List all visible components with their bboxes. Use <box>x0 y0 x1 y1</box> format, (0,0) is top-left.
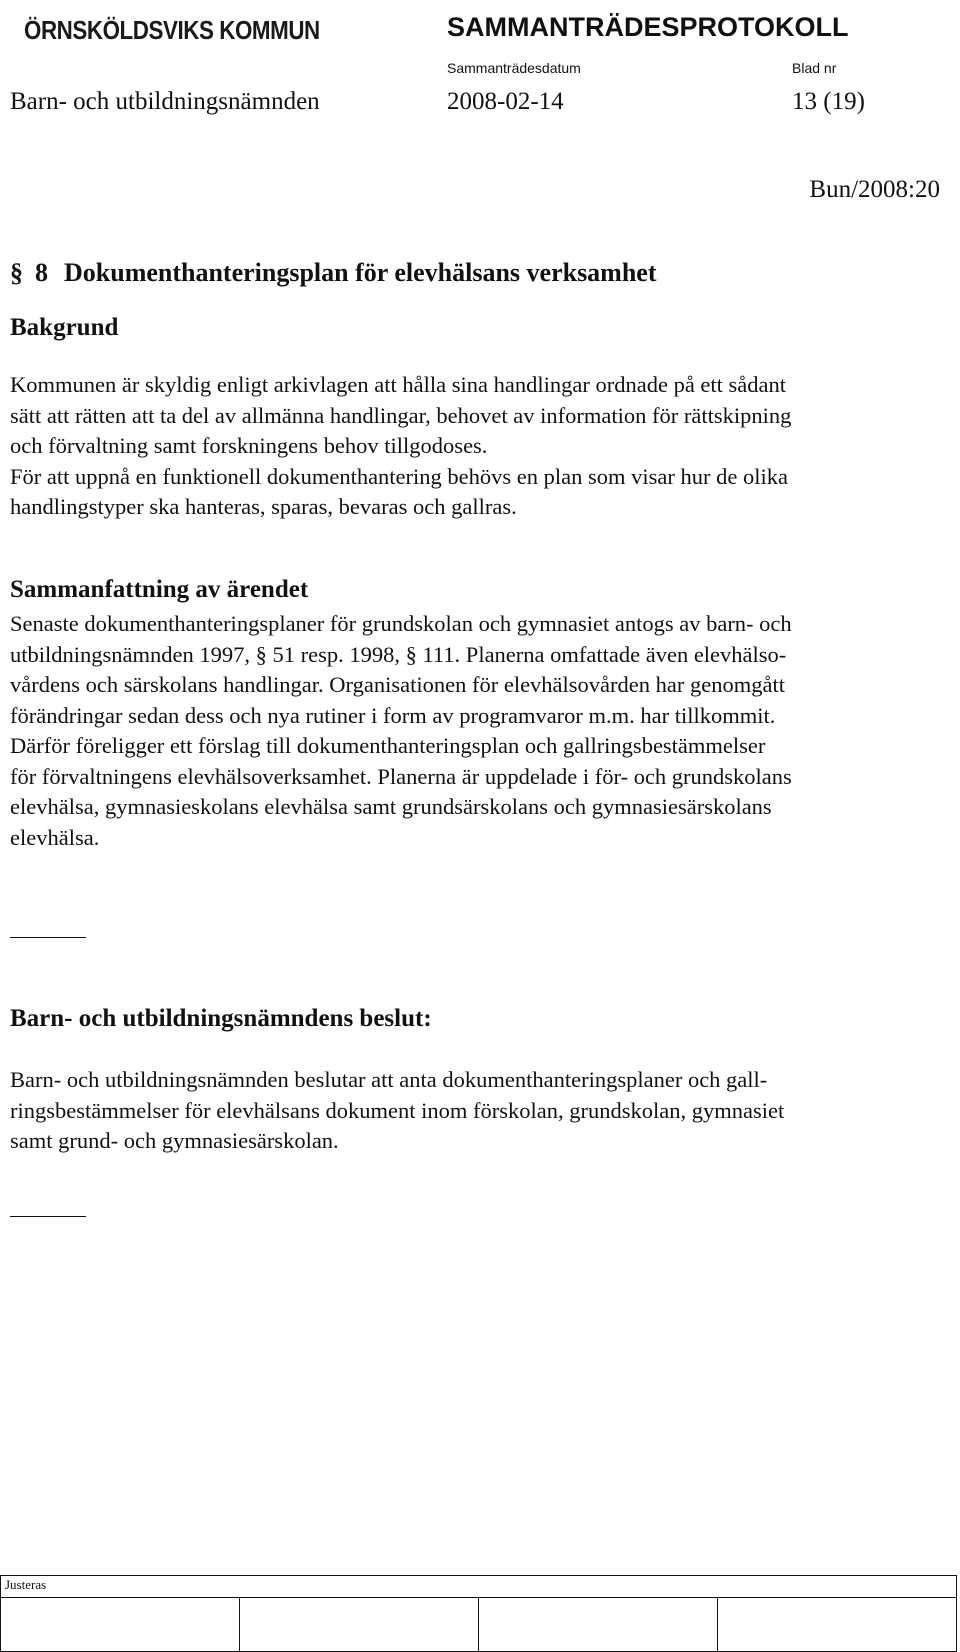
municipality-name: ÖRNSKÖLDSVIKS KOMMUN <box>24 14 320 45</box>
municipality-logo <box>18 8 318 52</box>
background-paragraph <box>10 370 910 523</box>
background-line: och förvaltning samt forskningens behov tillgodoses. <box>10 433 488 458</box>
background-line: sätt att rätten att ta del av allmänna handlingar, behovet av information för rättskipning <box>10 402 792 428</box>
summary-line: utbildningsnämnden 1997, § 51 resp. 1998, § 111. Planerna omfattade även elevhälso- <box>10 641 787 667</box>
summary-line: Därför föreligger ett förslag till dokumenthanteringsplan och gallringsbestämmelser <box>10 733 766 758</box>
summary-heading: Sammanfattning av ärendet <box>10 576 309 603</box>
background-heading: Bakgrund <box>10 314 119 341</box>
signature-cell <box>240 1598 479 1652</box>
decision-line: Barn- och utbildningsnämnden beslutar att anta dokumenthanteringsplaner och gall- <box>10 1067 768 1092</box>
signature-cell <box>479 1598 718 1652</box>
decision-line: ringsbestämmelser för elevhälsans dokument inom förskolan, grundskolan, gymnasiet <box>10 1097 785 1123</box>
decision-line: samt grund- och gymnasiesärskolan. <box>10 1128 339 1153</box>
summary-line: för förvaltningens elevhälsoverksamhet. Planerna är uppdelade i för- och grundskolans <box>10 763 792 789</box>
document-reference: Bun/2008:20 <box>809 176 940 203</box>
section-sign: § <box>10 258 23 287</box>
signature-cell <box>718 1598 957 1652</box>
justeras-cell <box>1 1576 957 1598</box>
section-heading <box>10 258 657 288</box>
separator-line <box>10 1216 86 1217</box>
signature-table <box>0 1575 957 1652</box>
summary-paragraph <box>10 609 910 853</box>
protocol-title: SAMMANTRÄDESPROTOKOLL <box>447 12 849 42</box>
decision-paragraph <box>10 1065 910 1157</box>
separator-line <box>10 937 86 938</box>
page-number-label: Blad nr <box>792 60 837 76</box>
signature-cell <box>1 1598 240 1652</box>
background-line: handlingstyper ska hanteras, sparas, bevaras och gallras. <box>10 494 517 519</box>
summary-line: elevhälsa, gymnasieskolans elevhälsa samt grundsärskolans och gymnasiesärskolans <box>10 794 772 819</box>
committee-name: Barn- och utbildningsnämnden <box>10 88 320 115</box>
summary-line: Senaste dokumenthanteringsplaner för grundskolan och gymnasiet antogs av barn- och <box>10 611 792 636</box>
meeting-date: 2008-02-14 <box>447 88 564 115</box>
summary-line: vårdens och särskolans handlingar. Organisationen för elevhälsovården har genomgått <box>10 672 785 697</box>
section-number: 8 <box>35 258 48 287</box>
decision-heading: Barn- och utbildningsnämndens beslut: <box>10 1005 432 1032</box>
summary-line: elevhälsa. <box>10 824 100 850</box>
section-title: Dokumenthanteringsplan för elevhälsans verksamhet <box>64 258 657 287</box>
background-line: Kommunen är skyldig enligt arkivlagen att hålla sina handlingar ordnade på ett sådant <box>10 372 787 397</box>
summary-line: förändringar sedan dess och nya rutiner i form av programvaror m.m. har tillkommit. <box>10 702 776 728</box>
page-number: 13 (19) <box>792 88 865 115</box>
background-line: För att uppnå en funktionell dokumenthantering behövs en plan som visar hur de olika <box>10 463 788 489</box>
meeting-date-label: Sammanträdesdatum <box>447 60 581 76</box>
justeras-label: Justeras <box>5 1577 47 1592</box>
